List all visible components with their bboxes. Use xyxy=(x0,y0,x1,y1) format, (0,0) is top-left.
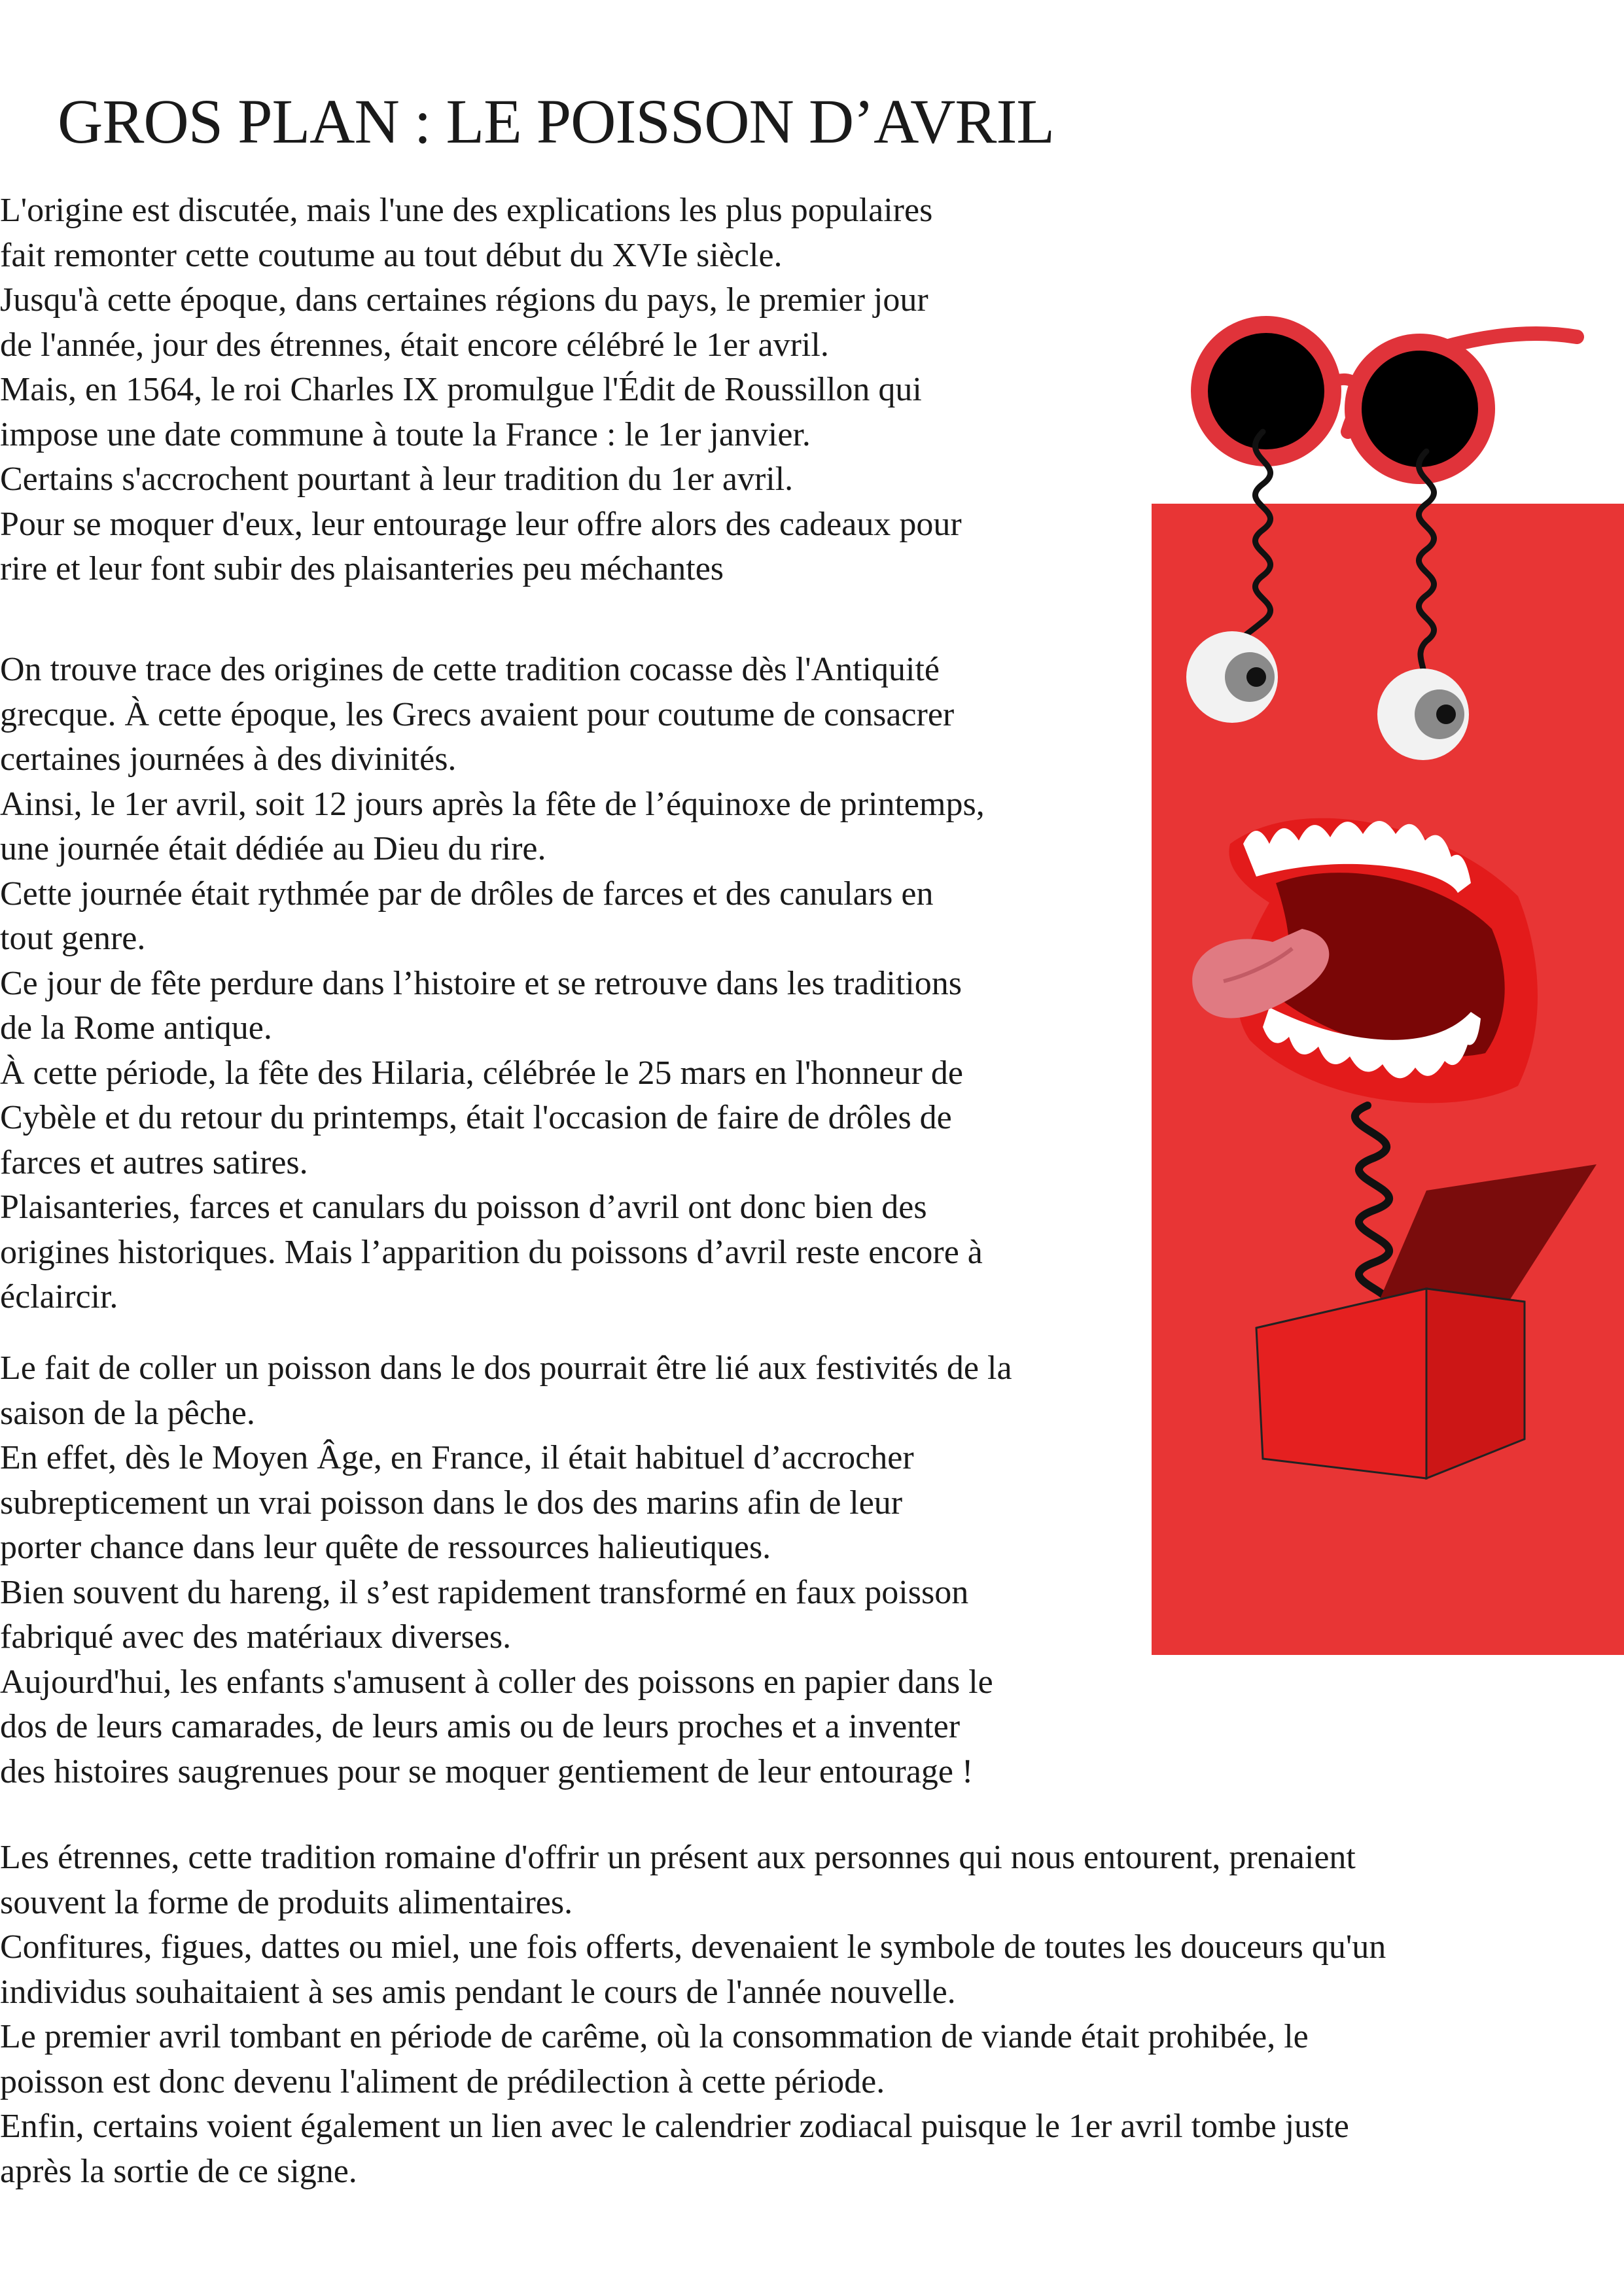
jack-in-the-box-illustration xyxy=(1152,216,1624,1655)
paragraph-etrennes xyxy=(0,1835,1386,2194)
paragraph-origin xyxy=(0,188,962,592)
text-line: subrepticement un vrai poisson dans le dos des marins afin de leur xyxy=(0,1484,903,1522)
text-line: une journée était dédiée au Dieu du rire. xyxy=(0,830,546,867)
text-line: après la sortie de ce signe. xyxy=(0,2152,357,2190)
text-line: À cette période, la fête des Hilaria, célébrée le 25 mars en l'honneur de xyxy=(0,1054,963,1092)
text-line: Bien souvent du hareng, il s’est rapidement transformé en faux poisson xyxy=(0,1573,969,1611)
text-line: Aujourd'hui, les enfants s'amusent à coller des poissons en papier dans le xyxy=(0,1663,993,1701)
text-line: On trouve trace des origines de cette tradition cocasse dès l'Antiquité xyxy=(0,651,940,688)
glasses-left-lens-icon xyxy=(1199,324,1333,458)
text-line: Enfin, certains voient également un lien avec le calendrier zodiacal puisque le 1er avril tombe juste xyxy=(0,2108,1349,2145)
text-line: individus souhaitaient à ses amis pendant le cours de l'année nouvelle. xyxy=(0,1973,956,2011)
page-title: GROS PLAN : LE POISSON D’AVRIL xyxy=(58,86,1055,156)
text-line: souvent la forme de produits alimentaires. xyxy=(0,1883,573,1921)
text-line: Cybèle et du retour du printemps, était l'occasion de faire de drôles de xyxy=(0,1099,952,1136)
text-line: Le fait de coller un poisson dans le dos pourrait être lié aux festivités de la xyxy=(0,1349,1012,1387)
text-line: tout genre. xyxy=(0,920,146,957)
text-line: Plaisanteries, farces et canulars du poisson d’avril ont donc bien des xyxy=(0,1189,927,1226)
text-line: grecque. À cette époque, les Grecs avaient pour coutume de consacrer xyxy=(0,695,955,733)
text-line: Les étrennes, cette tradition romaine d'offrir un présent aux personnes qui nous entourent, prenaient xyxy=(0,1839,1356,1876)
text-line: Jusqu'à cette époque, dans certaines régions du pays, le premier jour xyxy=(0,281,928,319)
text-line: fabriqué avec des matériaux diverses. xyxy=(0,1618,512,1656)
text-line: éclaircir. xyxy=(0,1278,118,1315)
text-line: dos de leurs camarades, de leurs amis ou de leurs proches et a inventer xyxy=(0,1708,961,1745)
text-line: des histoires saugrenues pour se moquer gentiement de leur entourage ! xyxy=(0,1752,974,1790)
text-line: origines historiques. Mais l’apparition du poissons d’avril reste encore à xyxy=(0,1233,983,1271)
text-line: fait remonter cette coutume au tout début du XVIe siècle. xyxy=(0,236,783,274)
text-line: impose une date commune à toute la France : le 1er janvier. xyxy=(0,415,811,453)
right-pupil xyxy=(1436,704,1456,724)
text-line: Ce jour de fête perdure dans l’histoire et se retrouve dans les traditions xyxy=(0,964,962,1002)
text-line: saison de la pêche. xyxy=(0,1394,255,1432)
jack-in-the-box-face-icon xyxy=(1152,216,1624,1655)
text-line: porter chance dans leur quête de ressources halieutiques. xyxy=(0,1529,771,1566)
text-line: Pour se moquer d'eux, leur entourage leur offre alors des cadeaux pour xyxy=(0,505,962,543)
text-line: de la Rome antique. xyxy=(0,1009,272,1047)
text-line: Ainsi, le 1er avril, soit 12 jours après la fête de l’équinoxe de printemps, xyxy=(0,785,985,823)
text-line: En effet, dès le Moyen Âge, en France, il était habituel d’accrocher xyxy=(0,1439,914,1476)
text-line: de l'année, jour des étrennes, était encore célébré le 1er avril. xyxy=(0,326,829,364)
text-line: Confitures, figues, dattes ou miel, une fois offerts, devenaient le symbole de toutes les douceurs qu'un xyxy=(0,1928,1386,1966)
text-line: Certains s'accrochent pourtant à leur tradition du 1er avril. xyxy=(0,461,794,498)
left-pupil xyxy=(1246,667,1266,687)
text-line: farces et autres satires. xyxy=(0,1143,308,1181)
text-line: rire et leur font subir des plaisanteries peu méchantes xyxy=(0,550,724,587)
text-line: certaines journées à des divinités. xyxy=(0,740,457,778)
paragraph-antiquity xyxy=(0,648,985,1320)
text-line: Mais, en 1564, le roi Charles IX promulgue l'Édit de Roussillon qui xyxy=(0,371,922,408)
text-line: Le premier avril tombant en période de carême, où la consommation de viande était prohibée, le xyxy=(0,2018,1309,2055)
paragraph-fishing xyxy=(0,1346,1012,1794)
text-line: L'origine est discutée, mais l'une des explications les plus populaires xyxy=(0,192,933,229)
text-line: Cette journée était rythmée par de drôles de farces et des canulars en xyxy=(0,875,934,913)
text-line: poisson est donc devenu l'aliment de prédilection à cette période. xyxy=(0,2062,885,2100)
